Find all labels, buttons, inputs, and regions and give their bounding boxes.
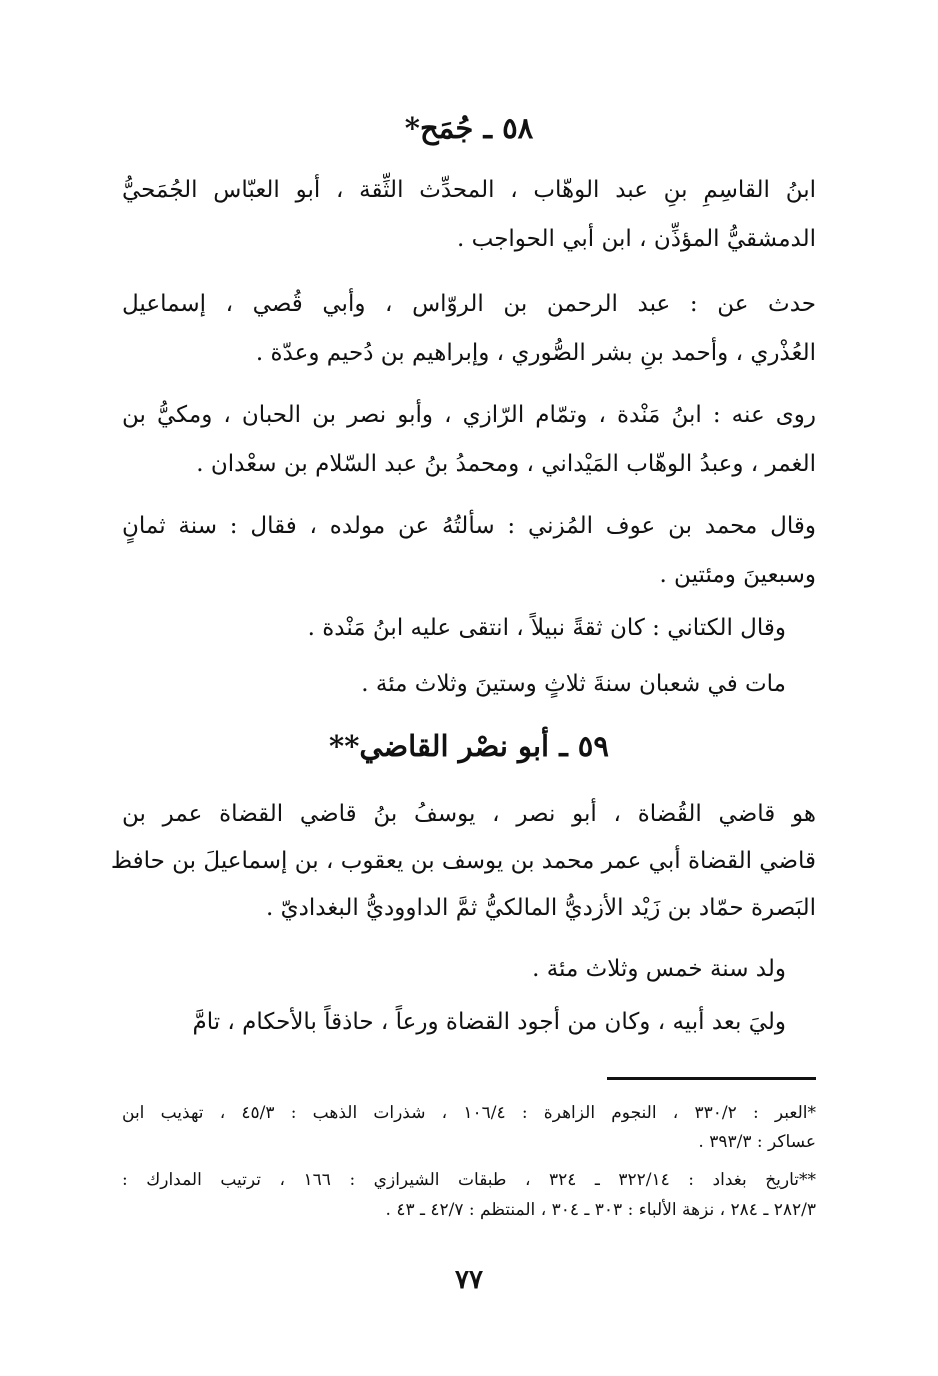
footnote-2-line-2: ٢٨٢/٣ ـ ٢٨٤ ، نزهة الألباء : ٣٠٣ ـ ٣٠٤ ، المنتظم : ٤٢/٧ ـ ٤٣ . — [385, 1200, 816, 1220]
entry-59-line-5: وليَ بعد أبيه ، وكان من أجود القضاة ورعاً ، حاذقاً بالأحكام ، تامَّ — [192, 1009, 786, 1035]
entry-58-line-9: وقال الكتاني : كان ثقةً نبيلاً ، انتقى عليه ابنُ مَنْدة . — [307, 615, 786, 641]
entry-59-line-3: البَصرة حمّاد بن زَيْد الأزديُّ المالكيُّ ثمَّ الداووديُّ البغداديّ . — [265, 895, 816, 921]
entry-58-line-7: وقال محمد بن عوف المُزني : سألتُهُ عن مولده ، فقال : سنة ثمانٍ — [122, 513, 816, 539]
entry-58-line-2: الدمشقيُّ المؤذِّن ، ابن أبي الحواجب . — [456, 226, 816, 252]
entry-58-line-10: مات في شعبان سنةَ ثلاثٍ وستينَ وثلاث مئة . — [361, 671, 786, 697]
footnote-1-line-1: *العبر : ٣٣٠/٢ ، النجوم الزاهرة : ١٠٦/٤ ، شذرات الذهب : ٤٥/٣ ، تهذيب ابن — [122, 1103, 817, 1123]
entry-58-line-8: وسبعينَ ومئتين . — [659, 562, 816, 588]
entry-59-line-4: ولد سنة خمس وثلاث مئة . — [532, 956, 786, 982]
entry-59-line-2: قاضي القضاة أبي عمر محمد بن يوسف بن يعقوب ، بن إسماعيلَ بن حافظ — [110, 848, 816, 874]
entry-58-line-5: روى عنه : ابنُ مَنْدة ، وتمّام الرّازي ، وأبو نصر بن الحبان ، ومكيُّ بن — [122, 402, 816, 428]
entry-58-line-4: العُذْري ، وأحمد بنِ بشر الصُّوري ، وإبراهيم بن دُحيم وعدّة . — [255, 340, 816, 366]
entry-58-line-3: حدث عن : عبد الرحمن بن الروّاس ، وأبي قُصي ، إسماعيل — [122, 291, 816, 317]
entry-58-line-1: ابنُ القاسِمِ بنِ عبد الوهّاب ، المحدِّث الثِّقة ، أبو العبّاس الجُمَحيُّ — [122, 177, 816, 203]
entry-58-heading: ٥٨ ـ جُمَح* — [404, 111, 534, 145]
entry-59-line-1: هو قاضي القُضاة ، أبو نصر ، يوسفُ بنُ قاضي القضاة عمر بن — [122, 801, 816, 827]
entry-58-line-6: الغمر ، وعبدُ الوهّاب المَيْداني ، ومحمدُ بنُ عبد السّلام بن سعْدان . — [196, 451, 816, 477]
page-number: ٧٧ — [455, 1265, 483, 1295]
footnote-2-line-1: **تاريخ بغداد : ٣٢٢/١٤ ـ ٣٢٤ ، طبقات الشيرازي : ١٦٦ ، ترتيب المدارك : — [122, 1170, 817, 1190]
footnote-separator — [607, 1077, 816, 1080]
footnote-1-line-2: عساكر : ٣٩٣/٣ . — [698, 1132, 816, 1152]
entry-59-heading: ٥٩ ـ أبو نصْر القاضي** — [329, 729, 609, 763]
